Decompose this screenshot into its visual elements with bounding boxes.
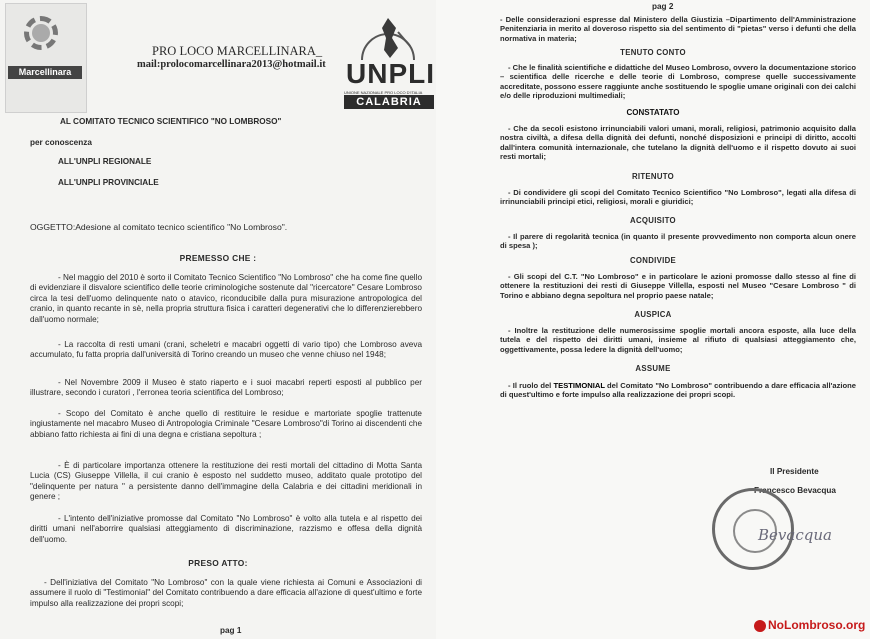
cc-regional: ALL'UNPLI REGIONALE [58, 157, 152, 166]
acquisito-heading: ACQUISITO [630, 216, 676, 225]
unpli-subtext: UNIONE NAZIONALE PRO LOCO D'ITALIA [344, 90, 423, 95]
pro-loco-logo [5, 3, 87, 113]
testimonial-label: TESTIMONIAL [553, 381, 605, 390]
tenuto-conto-paragraph: - Che le finalità scientifiche e didattiche del Museo Lombroso, ovvero la documentazione storico – scientifica delle ricerche e delle teorie di Lombroso, comprese quelle successivamente accreditate, possono essere raggiunte anche sostituendo le spoglie umane originali con dei calchi e/o delle riproduzioni multimediali; [500, 63, 856, 101]
assume-heading: ASSUME [635, 364, 671, 373]
premesso-paragraph-3: - Nel Novembre 2009 il Museo è stato riaperto e i suoi macabri reperti esposti al pubblico per illustrare, secondo i curatori , l'erronea teoria scientifica del Lombroso; [30, 378, 422, 398]
org-name: PRO LOCO MARCELLINARA_ [152, 44, 323, 58]
premesso-paragraph-5: - È di particolare importanza ottenere la restituzione dei resti mortali del cittadino di Motta Santa Lucia (CS) Giuseppe Villella, il cui cranio è esposto nel suddetto museo, additato quale prototipo del "delinquente per natura " a persistente danno dell'immagine della Calabria e dei cittadini meridionali in genere ; [30, 461, 422, 502]
premesso-heading: PREMESSO CHE : [179, 253, 257, 263]
assume-text-start: - Il ruolo del [508, 381, 554, 390]
cc-label: per conoscenza [30, 138, 92, 147]
premesso-paragraph-1: - Nel maggio del 2010 è sorto il Comitato Tecnico Scientifico "No Lombroso" che ha come fine quello di evidenziare il disvalore scientifico delle teorie criminologiche sostenute dal "ricercatore" Cesare Lombroso circa la tesi dell'uomo delinquente nato o atavico, riconducibile dalla pura misurazione antropologica del cranio, in quanto recante in sè, nella propria struttura fisica i caratteri degenerativi che lo differenzierebbero dall'uomo normale; [30, 273, 422, 324]
document-page-2 [436, 0, 870, 639]
premesso-paragraph-2: - La raccolta di resti umani (crani, scheletri e macabri oggetti di vario tipo) che Lombroso aveva accumulato, fu fatta propria dall'università di Torino creando un museo che venne chiuso nel 1948; [30, 340, 422, 360]
constatato-heading: CONSTATATO [626, 108, 680, 117]
constatato-paragraph: - Che da secoli esistono irrinunciabili valori umani, morali, religiosi, patrimonio acquisito dalla nostra civiltà, a difesa della dignità dei defunti, nonché disposizioni e principi di diritto, accolti dall'intera comunità internazionale, che tutelano la dignità dell'uomo e il rispetto dovuto ai suoi resti mortali; [500, 124, 856, 162]
ritenuto-paragraph: - Di condividere gli scopi del Comitato Tecnico Scientifico "No Lombroso", legati alla difesa di irrinunciabili principi etici, religiosi, morali e giuridici; [500, 188, 856, 207]
signature-title: Il Presidente [770, 467, 819, 476]
footer-logo-text: NoLombroso.org [768, 618, 866, 632]
addressee: AL COMITATO TECNICO SCIENTIFICO "NO LOMBROSO" [60, 117, 282, 126]
no-symbol-icon [754, 620, 766, 632]
acquisito-paragraph: - Il parere di regolarità tecnica (in quanto il presente provvedimento non comporta alcun onere di spesa ); [500, 232, 856, 251]
calabria-banner: CALABRIA [344, 95, 434, 109]
condivide-paragraph: - Gli scopi del C.T. "No Lombroso" e in particolare le azioni promosse dallo stesso al fine di ottenere la restituzioni dei resti di Giuseppe Villella, esposti nel Museo "Cesare Lombroso " di Torino e abbiano degna sepoltura nel proprio paese natale; [500, 272, 856, 300]
premesso-paragraph-4: - Scopo del Comitato è anche quello di restituire le residue e martoriate spoglie trattenute ingiustamente nel macabro Museo di Antropologia Criminale "Cesare Lombroso"di Torino ai discendenti che abbiano fatto richiesta ai fini di una degna e cristiana sepoltura ; [30, 409, 422, 439]
assume-text-end: del Comitato "No Lombroso" contribuendo a dare efficacia all'azione di quest'ultimo e forte impulso alla realizzazione dei propri scopi. [500, 381, 857, 400]
premesso-paragraph-6: - L'intento dell'iniziative promosse dal Comitato "No Lombroso" è volto alla tutela e al rispetto dei diritti umani nell'aborrire qualsiasi atteggiamento di discriminazione, razzismo e offesa della dignità dell'uomo. [30, 514, 422, 544]
assume-paragraph [500, 381, 856, 400]
subject-line: OGGETTO:Adesione al comitato tecnico scientifico "No Lombroso". [30, 222, 288, 232]
gear-center-icon [32, 24, 50, 42]
auspica-heading: AUSPICA [634, 310, 672, 319]
page-number-1: pag 1 [220, 626, 242, 635]
unpli-logo [340, 12, 434, 112]
auspica-paragraph: - Inoltre la restituzione delle numerosissime spoglie mortali ancora esposte, alla luce della tutela e del rispetto dei diritti umani, insieme al rifiuto di qualsiasi atteggiamento che, oggettivamente, possa ledere la dignità dell'uomo; [500, 326, 856, 354]
considerazioni-paragraph: - Delle considerazioni espresse dal Ministero della Giustizia –Dipartimento dell'Amministrazione Penitenziaria in merito al doveroso rispetto sia del sentimento di "pietas" verso i defunti che della normativa in materia; [500, 15, 856, 43]
ritenuto-heading: RITENUTO [631, 172, 675, 181]
tenuto-conto-heading: TENUTO CONTO [620, 48, 686, 57]
preso-atto-paragraph: - Dell'iniziativa del Comitato "No Lombroso" con la quale viene richiesta ai Comuni e Associazioni di assumere il ruolo di "Testimonial" del Comitato contribuendo a dare efficacia all'azione di quest'ultimo e forte impulso alla realizzazione dei propri scopi; [30, 578, 422, 608]
page-number-2: pag 2 [652, 2, 674, 11]
calabria-map-icon [340, 12, 434, 64]
cc-provincial: ALL'UNPLI PROVINCIALE [58, 178, 159, 187]
nolombroso-footer-logo [754, 618, 865, 632]
logo-banner-text: Marcellinara [8, 66, 82, 79]
unpli-text: UNPLI [346, 58, 435, 89]
condivide-heading: CONDIVIDE [629, 256, 677, 265]
org-email: mail:prolocomarcellinara2013@hotmail.it [137, 59, 326, 70]
preso-atto-heading: PRESO ATTO: [188, 558, 248, 568]
signature-script: Bevacqua [758, 526, 832, 544]
signature-name: Francesco Bevacqua [754, 486, 836, 495]
